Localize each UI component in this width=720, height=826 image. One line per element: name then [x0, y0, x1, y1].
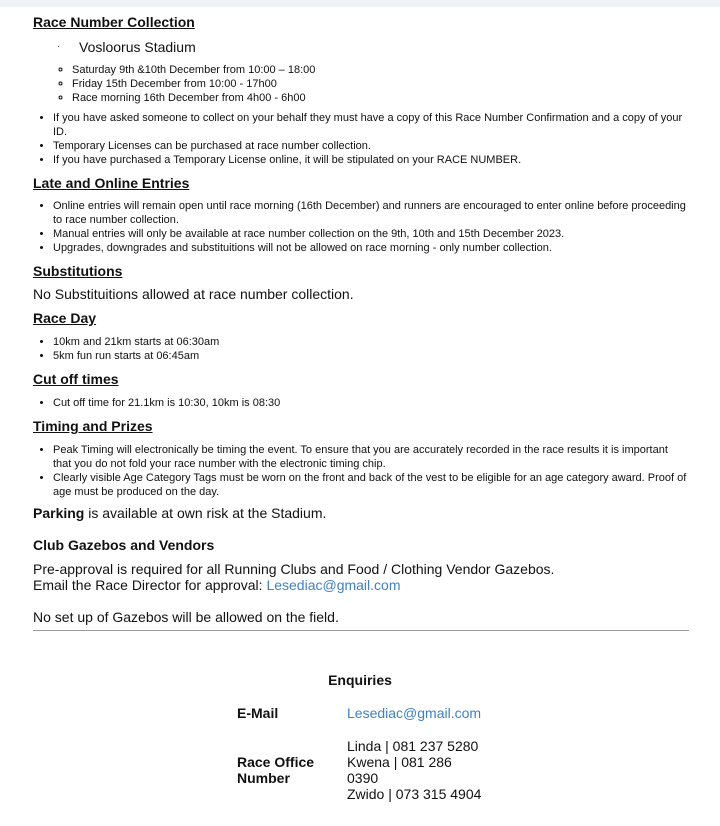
list-item: • Upgrades, downgrades and substituitions will not be allowed on race morning - only number collection. [53, 241, 689, 255]
list-item: • If you have purchased a Temporary License online, it will be stipulated on your RACE NUMBER. [53, 153, 689, 167]
phone-entry: Zwido | 073 315 4904 [347, 786, 482, 802]
collection-dates-list [33, 63, 689, 105]
parking-text [33, 505, 689, 521]
phone-entry: Linda | 081 237 5280 [347, 738, 479, 754]
timing-list [33, 443, 689, 499]
parking-detail: is available at own risk at the Stadium. [84, 505, 327, 521]
list-item: • Clearly visible Age Category Tags must be worn on the front and back of the vest to be eligible for an age category award. Proof of age must be produced on the day. [53, 471, 689, 499]
collection-notes-list [33, 111, 689, 167]
gazebos-email-link[interactable]: Lesediac@gmail.com [266, 577, 401, 593]
section-divider [33, 630, 689, 631]
cut-off-list [33, 396, 689, 410]
gazebos-line-2 [33, 577, 689, 593]
list-item: • 5km fun run starts at 06:45am [53, 349, 689, 363]
email-label: E-Mail [237, 705, 279, 721]
race-office-number-label: Race Office Number [237, 754, 315, 786]
list-item: • If you have asked someone to collect on your behalf they must have a copy of this Race Number Confirmation and a copy of your ID. [53, 111, 689, 139]
race-number-collection-heading: Race Number Collection [33, 14, 195, 30]
substitutions-heading: Substitutions [33, 263, 123, 279]
gazebos-approval-text: Email the Race Director for approval: [33, 577, 267, 593]
list-item: ◦ Saturday 9th &10th December from 10:00 – 18:00 [72, 63, 689, 77]
venue-name: Vosloorus Stadium [79, 39, 196, 55]
gazebos-heading: Club Gazebos and Vendors [33, 537, 215, 553]
gazebos-line-1: Pre-approval is required for all Running Clubs and Food / Clothing Vendor Gazebos. [33, 561, 555, 577]
substitutions-text: No Substituitions allowed at race number collection. [33, 286, 354, 302]
document-body [33, 13, 689, 625]
race-day-list [33, 335, 689, 363]
cut-off-heading: Cut off times [33, 371, 119, 387]
top-bar [0, 0, 720, 7]
list-item: • Manual entries will only be available at race number collection on the 9th, 10th and 15th December 2023. [53, 227, 689, 241]
phone-entry: Kwena | 081 286 0390 [347, 754, 452, 786]
list-item: • Online entries will remain open until race morning (16th December) and runners are encouraged to enter online before proceeding to race number collection. [53, 199, 689, 227]
timing-heading: Timing and Prizes [33, 418, 153, 434]
list-item: • Temporary Licenses can be purchased at race number collection. [53, 139, 689, 153]
parking-label: Parking [33, 505, 85, 521]
enquiries-title: Enquiries [328, 672, 392, 688]
venue-line [33, 38, 689, 56]
list-item: ◦ Race morning 16th December from 4h00 - 6h00 [72, 91, 689, 105]
late-entries-heading: Late and Online Entries [33, 175, 190, 191]
enquiries-email-link[interactable]: Lesediac@gmail.com [347, 705, 482, 721]
list-item: ◦ Friday 15th December from 10:00 - 17h00 [72, 77, 689, 91]
phone-list [347, 738, 497, 802]
venue-bullet: · [57, 41, 61, 52]
late-entries-list [33, 199, 689, 255]
race-day-heading: Race Day [33, 310, 97, 326]
gazebos-line-3: No set up of Gazebos will be allowed on the field. [33, 609, 339, 625]
list-item: • Peak Timing will electronically be timing the event. To ensure that you are accurately recorded in the race results it is important that you do not fold your race number with the electronic timing chip. [53, 443, 689, 471]
list-item: • Cut off time for 21.1km is 10:30, 10km is 08:30 [53, 396, 689, 410]
list-item: • 10km and 21km starts at 06:30am [53, 335, 689, 349]
